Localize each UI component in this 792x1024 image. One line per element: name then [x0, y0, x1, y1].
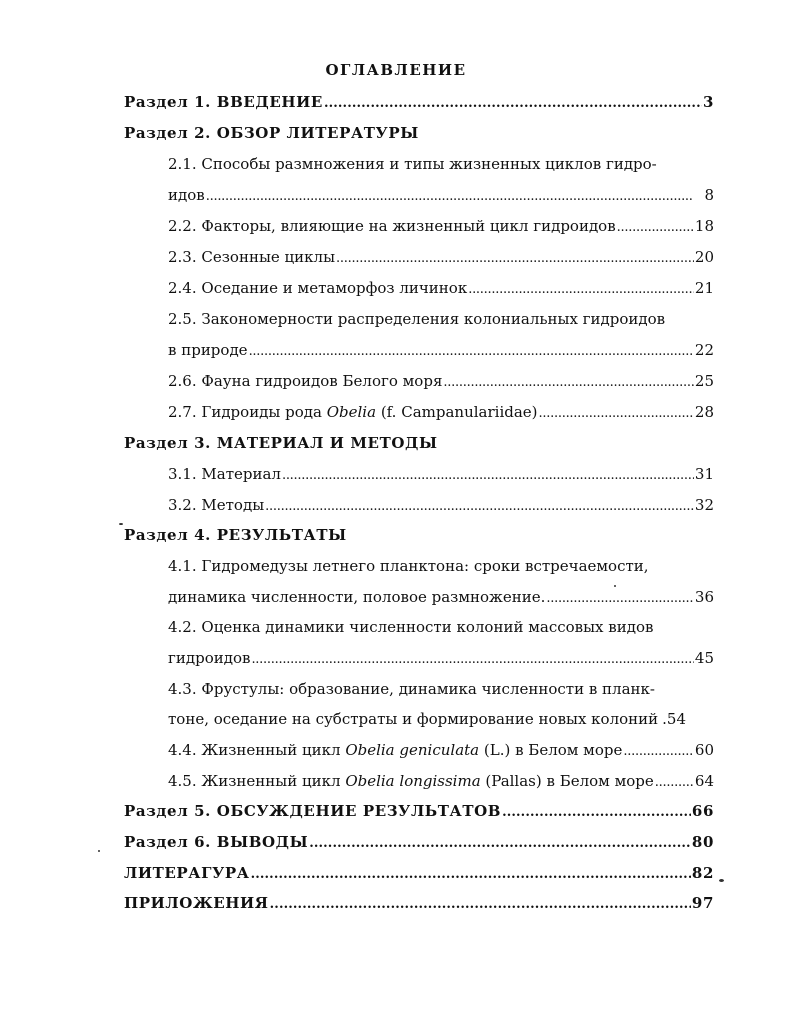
toc-label: [168, 771, 654, 791]
toc-label: Раздел 5. ОБСУЖДЕНИЕ РЕЗУЛЬТАТОВ: [124, 802, 502, 820]
toc-label: ПРИЛОЖЕНИЯ: [124, 894, 269, 912]
toc-page-number: 82: [691, 864, 714, 882]
toc-entry-section-5: [124, 801, 714, 823]
dot-leader: [623, 740, 694, 762]
toc-label: 2.4. Оседание и метаморфоз личинок: [168, 279, 468, 297]
toc-page-number: 28: [694, 403, 714, 421]
toc-label: Раздел 1. ВВЕДЕНИЕ: [124, 93, 323, 111]
toc-entry-appendices: [124, 893, 714, 915]
toc-entry-literature: [124, 863, 714, 885]
dot-leader: [655, 771, 694, 793]
dot-leader: [539, 402, 694, 424]
toc-label-text: (Pallas) в Белом море: [480, 772, 654, 790]
toc-label: Раздел 6. ВЫВОДЫ: [124, 833, 309, 851]
toc-label: идов: [168, 186, 205, 204]
toc-entry-2-5-line1: 2.5. Закономерности распределения колониальных гидроидов: [168, 310, 666, 328]
dot-leader: [251, 648, 693, 670]
toc-label: в природе: [168, 341, 248, 359]
dot-leader: [206, 185, 704, 207]
page-title: ОГЛАВЛЕНИЕ: [325, 61, 467, 79]
toc-entry-2-2: [168, 216, 714, 238]
toc-section-4-heading: Раздел 4. РЕЗУЛЬТАТЫ: [124, 526, 347, 544]
toc-label: [168, 740, 622, 760]
toc-entry-3-2: [168, 495, 714, 517]
toc-label: 2.2. Факторы, влияющие на жизненный цикл гидроидов: [168, 217, 616, 235]
toc-page-number: 60: [694, 741, 714, 759]
toc-label: 3.1. Материал: [168, 465, 281, 483]
toc-page-number: 80: [691, 833, 714, 851]
toc-entry-4-1: [168, 587, 714, 609]
toc-page-number: 97: [691, 894, 714, 912]
toc-entry-4-5: [168, 771, 714, 793]
scan-speck: [719, 879, 724, 882]
toc-page-number: 25: [694, 372, 714, 390]
toc-entry-4-3: [168, 709, 714, 729]
toc-entry-4-2: [168, 648, 714, 670]
dot-leader: [251, 863, 691, 885]
dot-leader: [309, 832, 691, 854]
dot-leader: [546, 587, 694, 609]
toc-entry-2-4: [168, 278, 714, 300]
toc-entry-4-2-line1: 4.2. Оценка динамики численности колоний массовых видов: [168, 618, 654, 636]
toc-entry-section-1: [124, 92, 714, 114]
dot-leader: [265, 495, 694, 517]
toc-label: 2.6. Фауна гидроидов Белого моря: [168, 372, 443, 390]
toc-page-number: 31: [694, 465, 714, 483]
scan-speck: [98, 850, 100, 852]
toc-entry-3-1: [168, 464, 714, 486]
toc-label-text: 2.7. Гидроиды рода: [168, 403, 327, 421]
toc-page-number: 66: [691, 802, 714, 820]
toc-page-number: .54: [662, 710, 687, 728]
dot-leader: [443, 371, 694, 393]
toc-page-number: 18: [694, 217, 714, 235]
toc-entry-2-3: [168, 247, 714, 269]
toc-entry-4-3-line1: 4.3. Фрустулы: образование, динамика численности в планк-: [168, 680, 655, 698]
dot-leader: [249, 340, 694, 362]
toc-entry-2-7: [168, 402, 714, 424]
toc-label: 3.2. Методы: [168, 496, 265, 514]
scan-speck: [119, 523, 123, 525]
toc-label-text: (f. Campanulariidae): [376, 403, 538, 421]
toc-label: [168, 402, 538, 422]
toc-entry-2-1-line1: 2.1. Способы размножения и типы жизненных циклов гидро-: [168, 155, 657, 173]
toc-label-text: 4.5. Жизненный цикл: [168, 772, 346, 790]
toc-label: динамика численности, половое размножение.: [168, 588, 546, 606]
toc-entry-4-1-line1: 4.1. Гидромедузы летнего планктона: сроки встречаемости,: [168, 557, 649, 575]
toc-label: ЛИТЕРАГУРА: [124, 864, 250, 882]
scan-speck: [614, 585, 616, 587]
toc-label: 2.3. Сезонные циклы: [168, 248, 336, 266]
toc-label: гидроидов: [168, 649, 251, 667]
toc-section-3-heading: Раздел 3. МАТЕРИАЛ И МЕТОДЫ: [124, 434, 438, 452]
taxon-name: Obelia longissima: [345, 772, 481, 790]
toc-page-number: 36: [694, 588, 714, 606]
toc-page-number: 64: [694, 772, 714, 790]
dot-leader: [336, 247, 694, 269]
toc-entry-2-5: [168, 340, 714, 362]
toc-label-text: 4.4. Жизненный цикл: [168, 741, 346, 759]
toc-page-number: 22: [694, 341, 714, 359]
toc-page-number: 3: [702, 93, 714, 111]
dot-leader: [324, 92, 702, 114]
toc-entry-2-6: [168, 371, 714, 393]
toc-label: тоне, оседание на субстраты и формирование новых колоний: [168, 710, 659, 728]
dot-leader: [282, 464, 694, 486]
dot-leader: [617, 216, 694, 238]
toc-label-text: (L.) в Белом море: [479, 741, 623, 759]
toc-entry-2-1: [168, 185, 714, 207]
taxon-name: Obelia: [326, 403, 377, 421]
toc-page-number: 45: [694, 649, 714, 667]
dot-leader: [502, 801, 691, 823]
dot-leader: [468, 278, 694, 300]
toc-entry-4-4: [168, 740, 714, 762]
taxon-name: Obelia geniculata: [345, 741, 480, 759]
toc-entry-section-6: [124, 832, 714, 854]
toc-section-2-heading: Раздел 2. ОБЗОР ЛИТЕРАТУРЫ: [124, 124, 419, 142]
toc-page-number: 32: [694, 496, 714, 514]
dot-leader: [270, 893, 691, 915]
toc-page-number: 20: [694, 248, 714, 266]
toc-page-number: 8: [704, 186, 714, 204]
toc-page-number: 21: [694, 279, 714, 297]
